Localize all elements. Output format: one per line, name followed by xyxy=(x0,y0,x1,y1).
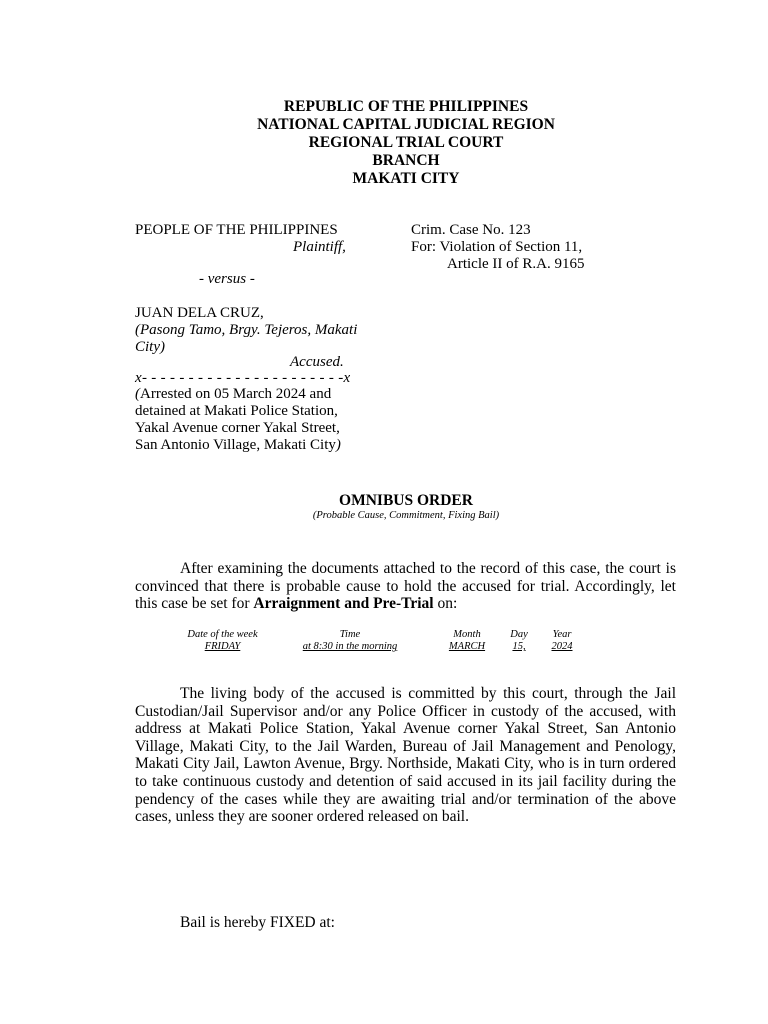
accused-role: Accused. xyxy=(290,354,344,370)
paragraph-bail xyxy=(135,914,676,932)
schedule-month-value: MARCH xyxy=(448,641,486,652)
offense-line1: For: Violation of Section 11, xyxy=(411,239,583,255)
accused-address-line1: (Pasong Tamo, Brgy. Tejeros, Makati xyxy=(135,322,358,338)
caption-separator: x- - - - - - - - - - - - - - - - - - - - - -x xyxy=(135,370,351,386)
accused-address-line2: City) xyxy=(135,339,165,355)
accused-name: JUAN DELA CRUZ, xyxy=(135,305,264,321)
arraignment-label: Arraignment and Pre-Trial xyxy=(253,595,434,613)
plaintiff-name: PEOPLE OF THE PHILIPPINES xyxy=(135,222,338,238)
schedule-date-label: Day xyxy=(510,629,528,640)
schedule-day-value: FRIDAY xyxy=(204,641,241,652)
plaintiff-role: Plaintiff, xyxy=(293,239,346,255)
paragraph-commitment xyxy=(135,685,676,826)
paragraph-probable-cause xyxy=(135,560,676,613)
header-republic: REPUBLIC OF THE PHILIPPINES xyxy=(283,98,529,115)
schedule-year-value: 2024 xyxy=(551,641,573,652)
paragraph-probable-cause-text: After examining the documents attached to the record of this case, the court is convinced that there is probable cause to hold the accused for trial. Accordingly, let this case be set for xyxy=(135,560,676,613)
header-branch: BRANCH xyxy=(372,152,440,169)
arrest-line4: San Antonio Village, Makati City) xyxy=(135,437,341,453)
header-city: MAKATI CITY xyxy=(352,170,460,187)
paragraph-probable-cause-end: on: xyxy=(433,595,458,613)
arrest-line1: (Arrested on 05 March 2024 and xyxy=(135,386,332,402)
paragraph-commitment-text: The living body of the accused is committed by this court, through the Jail Custodian/Jail Supervisor and/or any Police Officer in custody of the accused, with address at Makati Police Station, Yakal Avenue corner Yakal Street, San Antonio Village, Makati City, to the Jail Warden, Bureau of Jail Management and Penology, Makati City Jail, Lawton Avenue, Brgy. Northside, Makati City, who is in turn ordered to take continuous custody and detention of said accused in its jail facility during the pendency of the cases while they are awaiting trial and/or termination of the above cases, unless they are sooner ordered released on bail. xyxy=(135,685,676,826)
arrest-line2: detained at Makati Police Station, xyxy=(135,403,338,419)
paragraph-bail-text: Bail is hereby FIXED at: xyxy=(180,914,335,931)
case-number: Crim. Case No. 123 xyxy=(411,222,531,238)
order-title: OMNIBUS ORDER xyxy=(339,492,473,509)
header-court: REGIONAL TRIAL COURT xyxy=(308,134,504,151)
schedule-time-label: Time xyxy=(339,629,361,640)
schedule-year-label: Year xyxy=(552,629,572,640)
order-subtitle: (Probable Cause, Commitment, Fixing Bail) xyxy=(312,510,500,521)
schedule-time-value: at 8:30 in the morning xyxy=(302,641,398,652)
schedule-date-value: 15, xyxy=(512,641,526,652)
schedule-day-label: Date of the week xyxy=(187,629,258,640)
versus-label: - versus - xyxy=(199,271,255,287)
arrest-line3: Yakal Avenue corner Yakal Street, xyxy=(135,420,340,436)
offense-line2: Article II of R.A. 9165 xyxy=(447,256,585,272)
header-region: NATIONAL CAPITAL JUDICIAL REGION xyxy=(257,116,555,133)
schedule-month-label: Month xyxy=(453,629,481,640)
